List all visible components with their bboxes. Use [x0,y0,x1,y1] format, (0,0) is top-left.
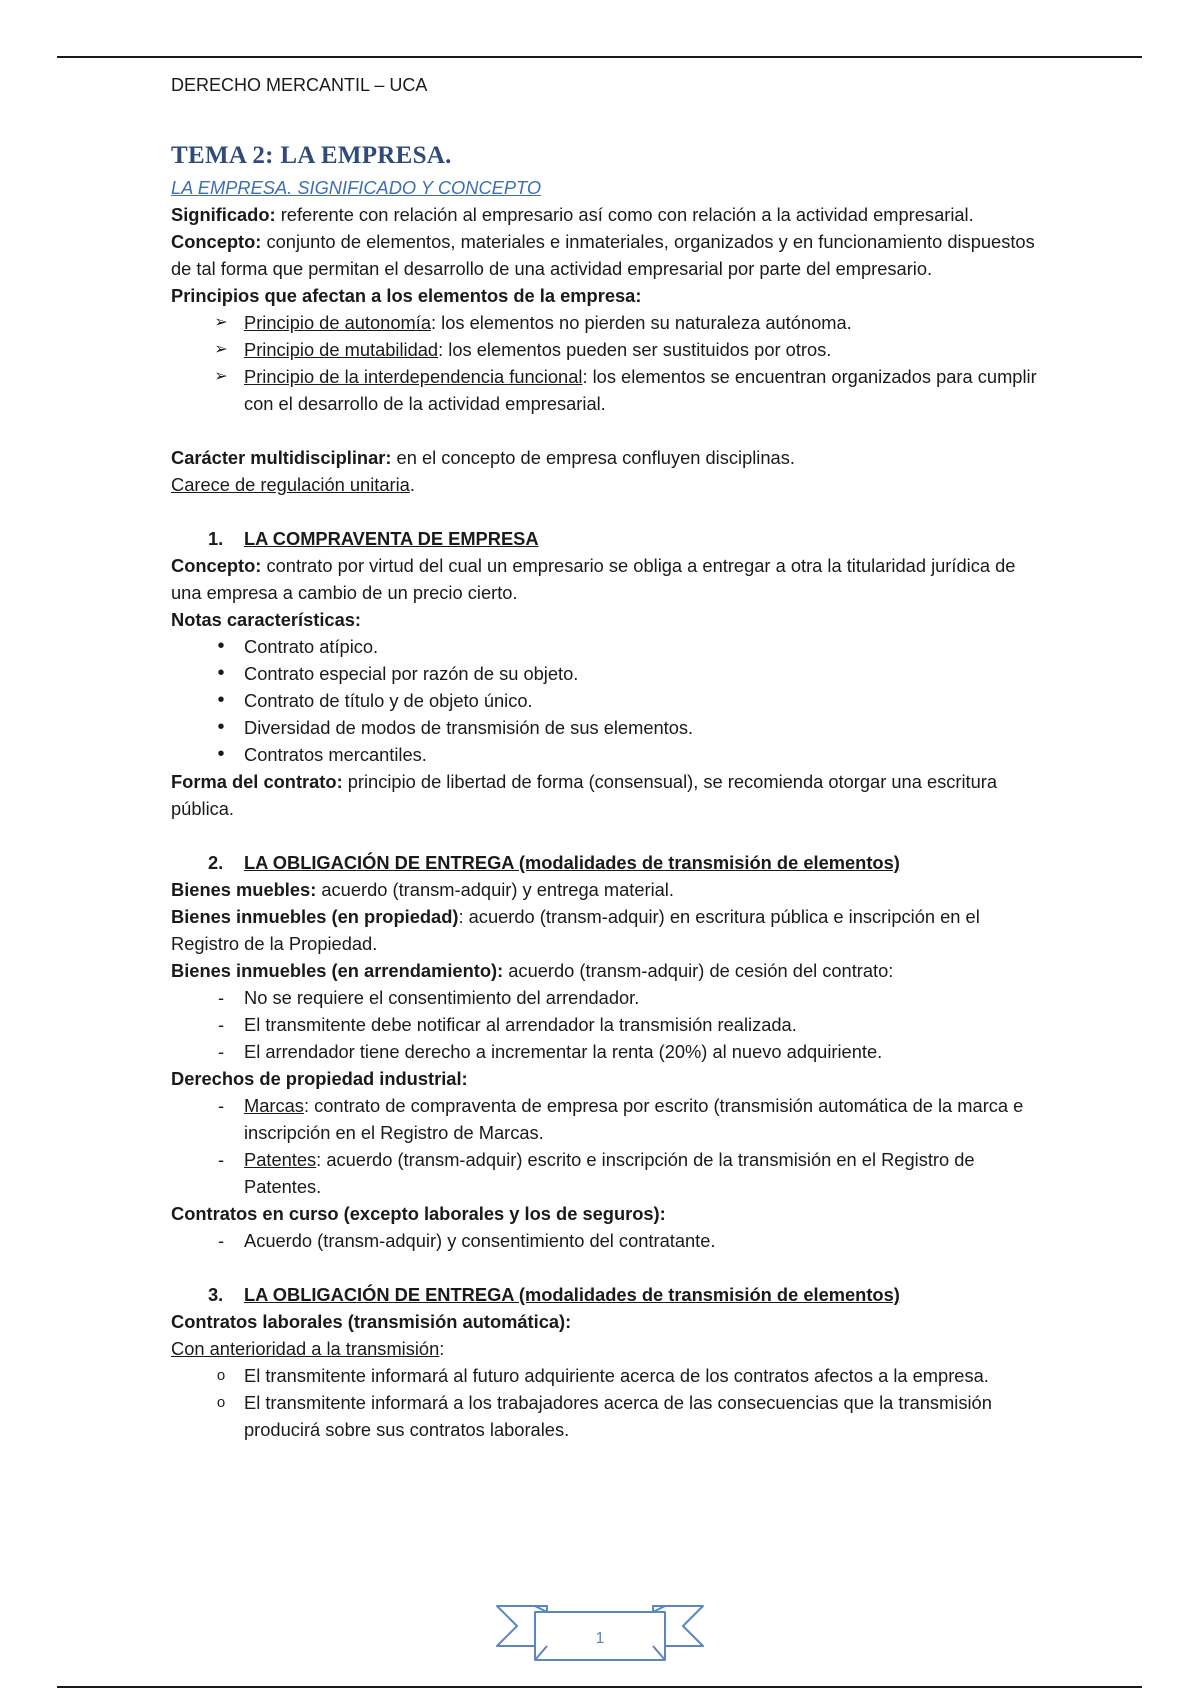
item-text: El transmitente informará a los trabajadores acerca de las consecuencias que la transmisión producirá sobre sus contratos laborales. [244,1392,992,1440]
concepto-paragraph [171,228,1041,282]
regulacion-line [171,471,1041,498]
spacer [171,417,1041,444]
laborales-heading: Contratos laborales (transmisión automática): [171,1311,572,1332]
s1-concepto-text: contrato por virtud del cual un empresario se obliga a entregar a otra la titularidad jurídica de una empresa a cambio de un precio cierto. [171,555,1016,603]
list-item [171,1038,1041,1065]
list-item [171,1146,1041,1200]
list-item [171,741,1041,768]
section-1-heading [171,525,1041,552]
inmuebles-arrendamiento-text: acuerdo (transm-adquir) de cesión del contrato: [503,960,894,981]
page-title: TEMA 2: LA EMPRESA. [171,142,452,169]
circle-bullet-icon: o [216,1394,226,1411]
principios-list [171,309,1041,417]
list-item [171,1227,1041,1254]
inmuebles-propiedad-label: Bienes inmuebles (en propiedad) [171,906,459,927]
significado-paragraph [171,201,1041,228]
arrow-bullet-icon: ➢ [214,341,228,358]
regulacion-end: . [409,474,415,495]
item-text: El arrendador tiene derecho a incrementar la renta (20%) al nuevo adquiriente. [244,1041,883,1062]
inmuebles-arrendamiento-paragraph [171,957,1041,984]
section-number: 1. [208,528,224,549]
section-number: 2. [208,852,224,873]
principio-text: : los elementos pueden ser sustituidos por otros. [438,339,832,360]
section-number: 3. [208,1284,224,1305]
item-text: : acuerdo (transm-adquir) escrito e inscripción de la transmisión en el Registro de Patentes. [244,1149,975,1197]
list-item [171,984,1041,1011]
item-name: Marcas [244,1095,304,1116]
dash-bullet-icon: - [217,1230,225,1251]
list-item [171,714,1041,741]
nota-text: Contrato especial por razón de su objeto. [244,663,579,684]
dash-bullet-icon: - [217,987,225,1008]
section-title: LA OBLIGACIÓN DE ENTREGA (modalidades de transmisión de elementos) [244,1284,900,1305]
list-item [171,1362,1041,1389]
concepto-label: Concepto: [171,231,262,252]
spacer [171,1254,1041,1281]
anterioridad-end: : [439,1338,445,1359]
list-item [171,687,1041,714]
principio-text: : los elementos se encuentran organizados para cumplir con el desarrollo de la actividad empresarial. [244,366,1037,414]
notas-heading: Notas características: [171,609,362,630]
page-content [171,72,1041,1443]
item-text: El transmitente debe notificar al arrendador la transmisión realizada. [244,1014,797,1035]
section-title: LA COMPRAVENTA DE EMPRESA [244,528,539,549]
section-3-heading [171,1281,1041,1308]
anterioridad-line [171,1335,1041,1362]
nota-text: Contratos mercantiles. [244,744,427,765]
dash-bullet-icon: - [217,1041,225,1062]
bullet-icon: • [217,662,225,684]
bottom-rule [57,1686,1142,1688]
item-name: Patentes [244,1149,317,1170]
item-text: El transmitente informará al futuro adquiriente acerca de los contratos afectos a la empresa. [244,1365,989,1386]
laborales-list [171,1362,1041,1443]
arrow-bullet-icon: ➢ [214,314,228,331]
arrendamiento-list [171,984,1041,1065]
list-item [171,1011,1041,1038]
nota-text: Diversidad de modos de transmisión de sus elementos. [244,717,694,738]
forma-text: principio de libertad de forma (consensual), se recomienda otorgar una escritura pública. [171,771,998,819]
caracter-text: en el concepto de empresa confluyen disciplinas. [391,447,795,468]
s1-concepto-label: Concepto: [171,555,262,576]
muebles-text: acuerdo (transm-adquir) y entrega material. [316,879,674,900]
item-text: No se requiere el consentimiento del arrendador. [244,987,640,1008]
regulacion-text: Carece de regulación unitaria [171,474,410,495]
dash-bullet-icon: - [217,1149,225,1170]
arrow-bullet-icon: ➢ [214,368,228,385]
page-number-ribbon [495,1598,705,1664]
section-title: LA OBLIGACIÓN DE ENTREGA (modalidades de transmisión de elementos) [244,852,900,873]
inmuebles-arrendamiento-label: Bienes inmuebles (en arrendamiento): [171,960,504,981]
list-item [171,309,1041,336]
nota-text: Contrato atípico. [244,636,379,657]
list-item [171,336,1041,363]
bullet-icon: • [217,743,225,765]
bullet-icon: • [217,635,225,657]
bullet-icon: • [217,689,225,711]
principio-name: Principio de la interdependencia funcional [244,366,583,387]
section-2-heading [171,849,1041,876]
muebles-paragraph [171,876,1041,903]
running-header: DERECHO MERCANTIL – UCA [171,75,428,95]
inmuebles-propiedad-text: : acuerdo (transm-adquir) en escritura pública e inscripción en el Registro de la Propiedad. [171,906,980,954]
contratos-curso-heading: Contratos en curso (excepto laborales y los de seguros): [171,1203,666,1224]
spacer [171,498,1041,525]
page-subtitle: LA EMPRESA. SIGNIFICADO Y CONCEPTO [171,177,542,198]
list-item [171,660,1041,687]
dash-bullet-icon: - [217,1014,225,1035]
notas-list [171,633,1041,768]
principios-heading: Principios que afectan a los elementos de la empresa: [171,285,642,306]
page-number: 1 [595,1630,605,1647]
principio-name: Principio de autonomía [244,312,431,333]
anterioridad-text: Con anterioridad a la transmisión [171,1338,440,1359]
dash-bullet-icon: - [217,1095,225,1116]
forma-label: Forma del contrato: [171,771,343,792]
contratos-curso-list [171,1227,1041,1254]
caracter-paragraph [171,444,1041,471]
spacer [171,822,1041,849]
nota-text: Contrato de título y de objeto único. [244,690,533,711]
principio-text: : los elementos no pierden su naturaleza autónoma. [431,312,852,333]
list-item [171,633,1041,660]
significado-label: Significado: [171,204,276,225]
list-item [171,1389,1041,1443]
inmuebles-propiedad-paragraph [171,903,1041,957]
propiedad-industrial-list [171,1092,1041,1200]
item-text: Acuerdo (transm-adquir) y consentimiento del contratante. [244,1230,716,1251]
item-text: : contrato de compraventa de empresa por escrito (transmisión automática de la marca e inscripción en el Registro de Marcas. [244,1095,1024,1143]
bullet-icon: • [217,716,225,738]
significado-text: referente con relación al empresario así como con relación a la actividad empresarial. [275,204,974,225]
forma-paragraph [171,768,1041,822]
propiedad-industrial-heading: Derechos de propiedad industrial: [171,1068,468,1089]
circle-bullet-icon: o [216,1367,226,1384]
s1-concepto-paragraph [171,552,1041,606]
concepto-text: conjunto de elementos, materiales e inmateriales, organizados y en funcionamiento dispuestos de tal forma que permitan el desarrollo de una actividad empresarial por parte del empresario. [171,231,1035,279]
list-item [171,1092,1041,1146]
caracter-label: Carácter multidisciplinar: [171,447,392,468]
muebles-label: Bienes muebles: [171,879,317,900]
list-item [171,363,1041,417]
principio-name: Principio de mutabilidad [244,339,439,360]
top-rule [57,56,1142,58]
